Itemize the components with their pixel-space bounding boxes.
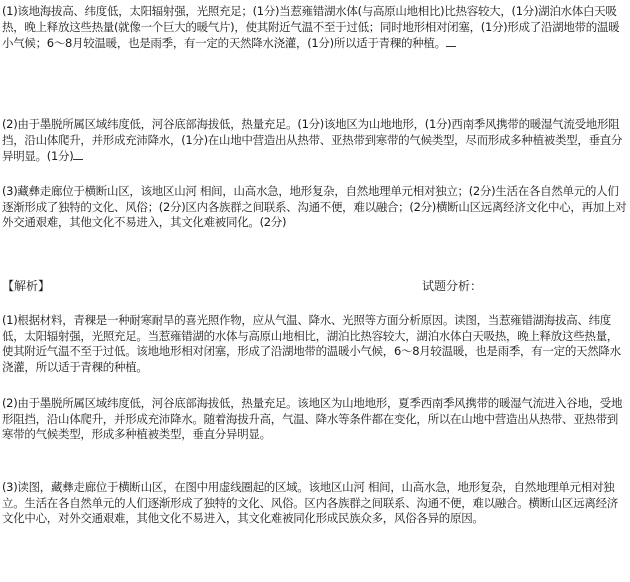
analysis-heading-row	[2, 277, 628, 295]
answer-1-text: (1)该地海拔高、纬度低，太阳辐射强，光照充足；(1分)当惹雍错湖水体(与高原山地相比)比热容较大，(1分)湖泊水体白天吸热，晚上释放这些热量(就像一个巨大的暖气片)，使其附近气温不至于过低；同时地形相对闭塞，(1分)形成了沿湖地带的温暖小气候；6～8月较温暖，也是雨季，有一定的天然降水浇灌，(1分)所以适于青稞的种植。	[2, 4, 620, 50]
answer-3-text: (3)藏彝走廊位于横断山区，该地区山河 相间，山高水急，地形复杂，自然地理单元相对独立；(2分)生活在各自然单元的人们逐渐形成了独特的文化、风俗；(2分)区内各族群之间联系、沟通不便，难以融合；(2分)横断山区远离经济文化中心，再加上对外交通艰难，其他文化不易进入，其文化难被同化。(2分)	[2, 184, 627, 229]
analysis-label: 【解析】	[2, 279, 51, 293]
answer-part-2	[2, 117, 628, 165]
analysis-part-1: (1)根据材料，青稞是一种耐寒耐旱的喜光照作物，应从气温、降水、光照等方面分析原因。读图，当惹雍错湖海拔高、纬度低，太阳辐射强，光照充足。当惹雍错湖的水体与高原山地相比，湖泊比热容较大，湖泊水体白天吸热，晚上释放这些热量，使其附近气温不至于过低。该地地形相对闭塞，形成了沿湖地带的温暖小气候，6～8月较温暖，也是雨季，有一定的天然降水浇灌，所以适于青稞的种植。	[2, 313, 621, 374]
answer-1-blank	[446, 35, 456, 47]
analysis-part-2: (2)由于墨脱所属区域纬度低，河谷底部海拔低，热量充足。该地区为山地地形，夏季西南季风携带的暖湿气流进入谷地，受地形阻挡，沿山体爬升，并形成充沛降水。随着海拔升高，气温、降水等条件都在变化，所以在山地中营造出从热带、亚热带到寒带的气候类型，形成多种植被类型，垂直分异明显。	[2, 396, 623, 441]
answer-part-1	[2, 4, 628, 52]
answer-part-3	[2, 184, 628, 231]
analysis-part-3: (3)读图，藏彝走廊位于横断山区，在图中用虚线圈起的区域。该地区山河 相间，山高水急，地形复杂，自然地理单元相对独立。生活在各自然单元的人们逐渐形成了独特的文化、风俗。区内各族群之间联系、沟通不便，难以融合。横断山区远离经济文化中心，对外交通艰难，其他文化不易进入，其文化难被同化形成民族众多，风俗各异的原因。	[2, 480, 618, 525]
analysis-subtitle: 试题分析：	[422, 279, 483, 293]
answer-2-text: (2)由于墨脱所属区域纬度低，河谷底部海拔低，热量充足。(1分)该地区为山地地形，(1分)西南季风携带的暖湿气流受地形阻挡，沿山体爬升，并形成充沛降水，(1分)在山地中营造出从热带、亚热带到寒带的气候类型，尽而形成多种植被类型，垂直分异明显。(1分)	[2, 117, 623, 163]
answer-2-blank	[73, 148, 83, 160]
